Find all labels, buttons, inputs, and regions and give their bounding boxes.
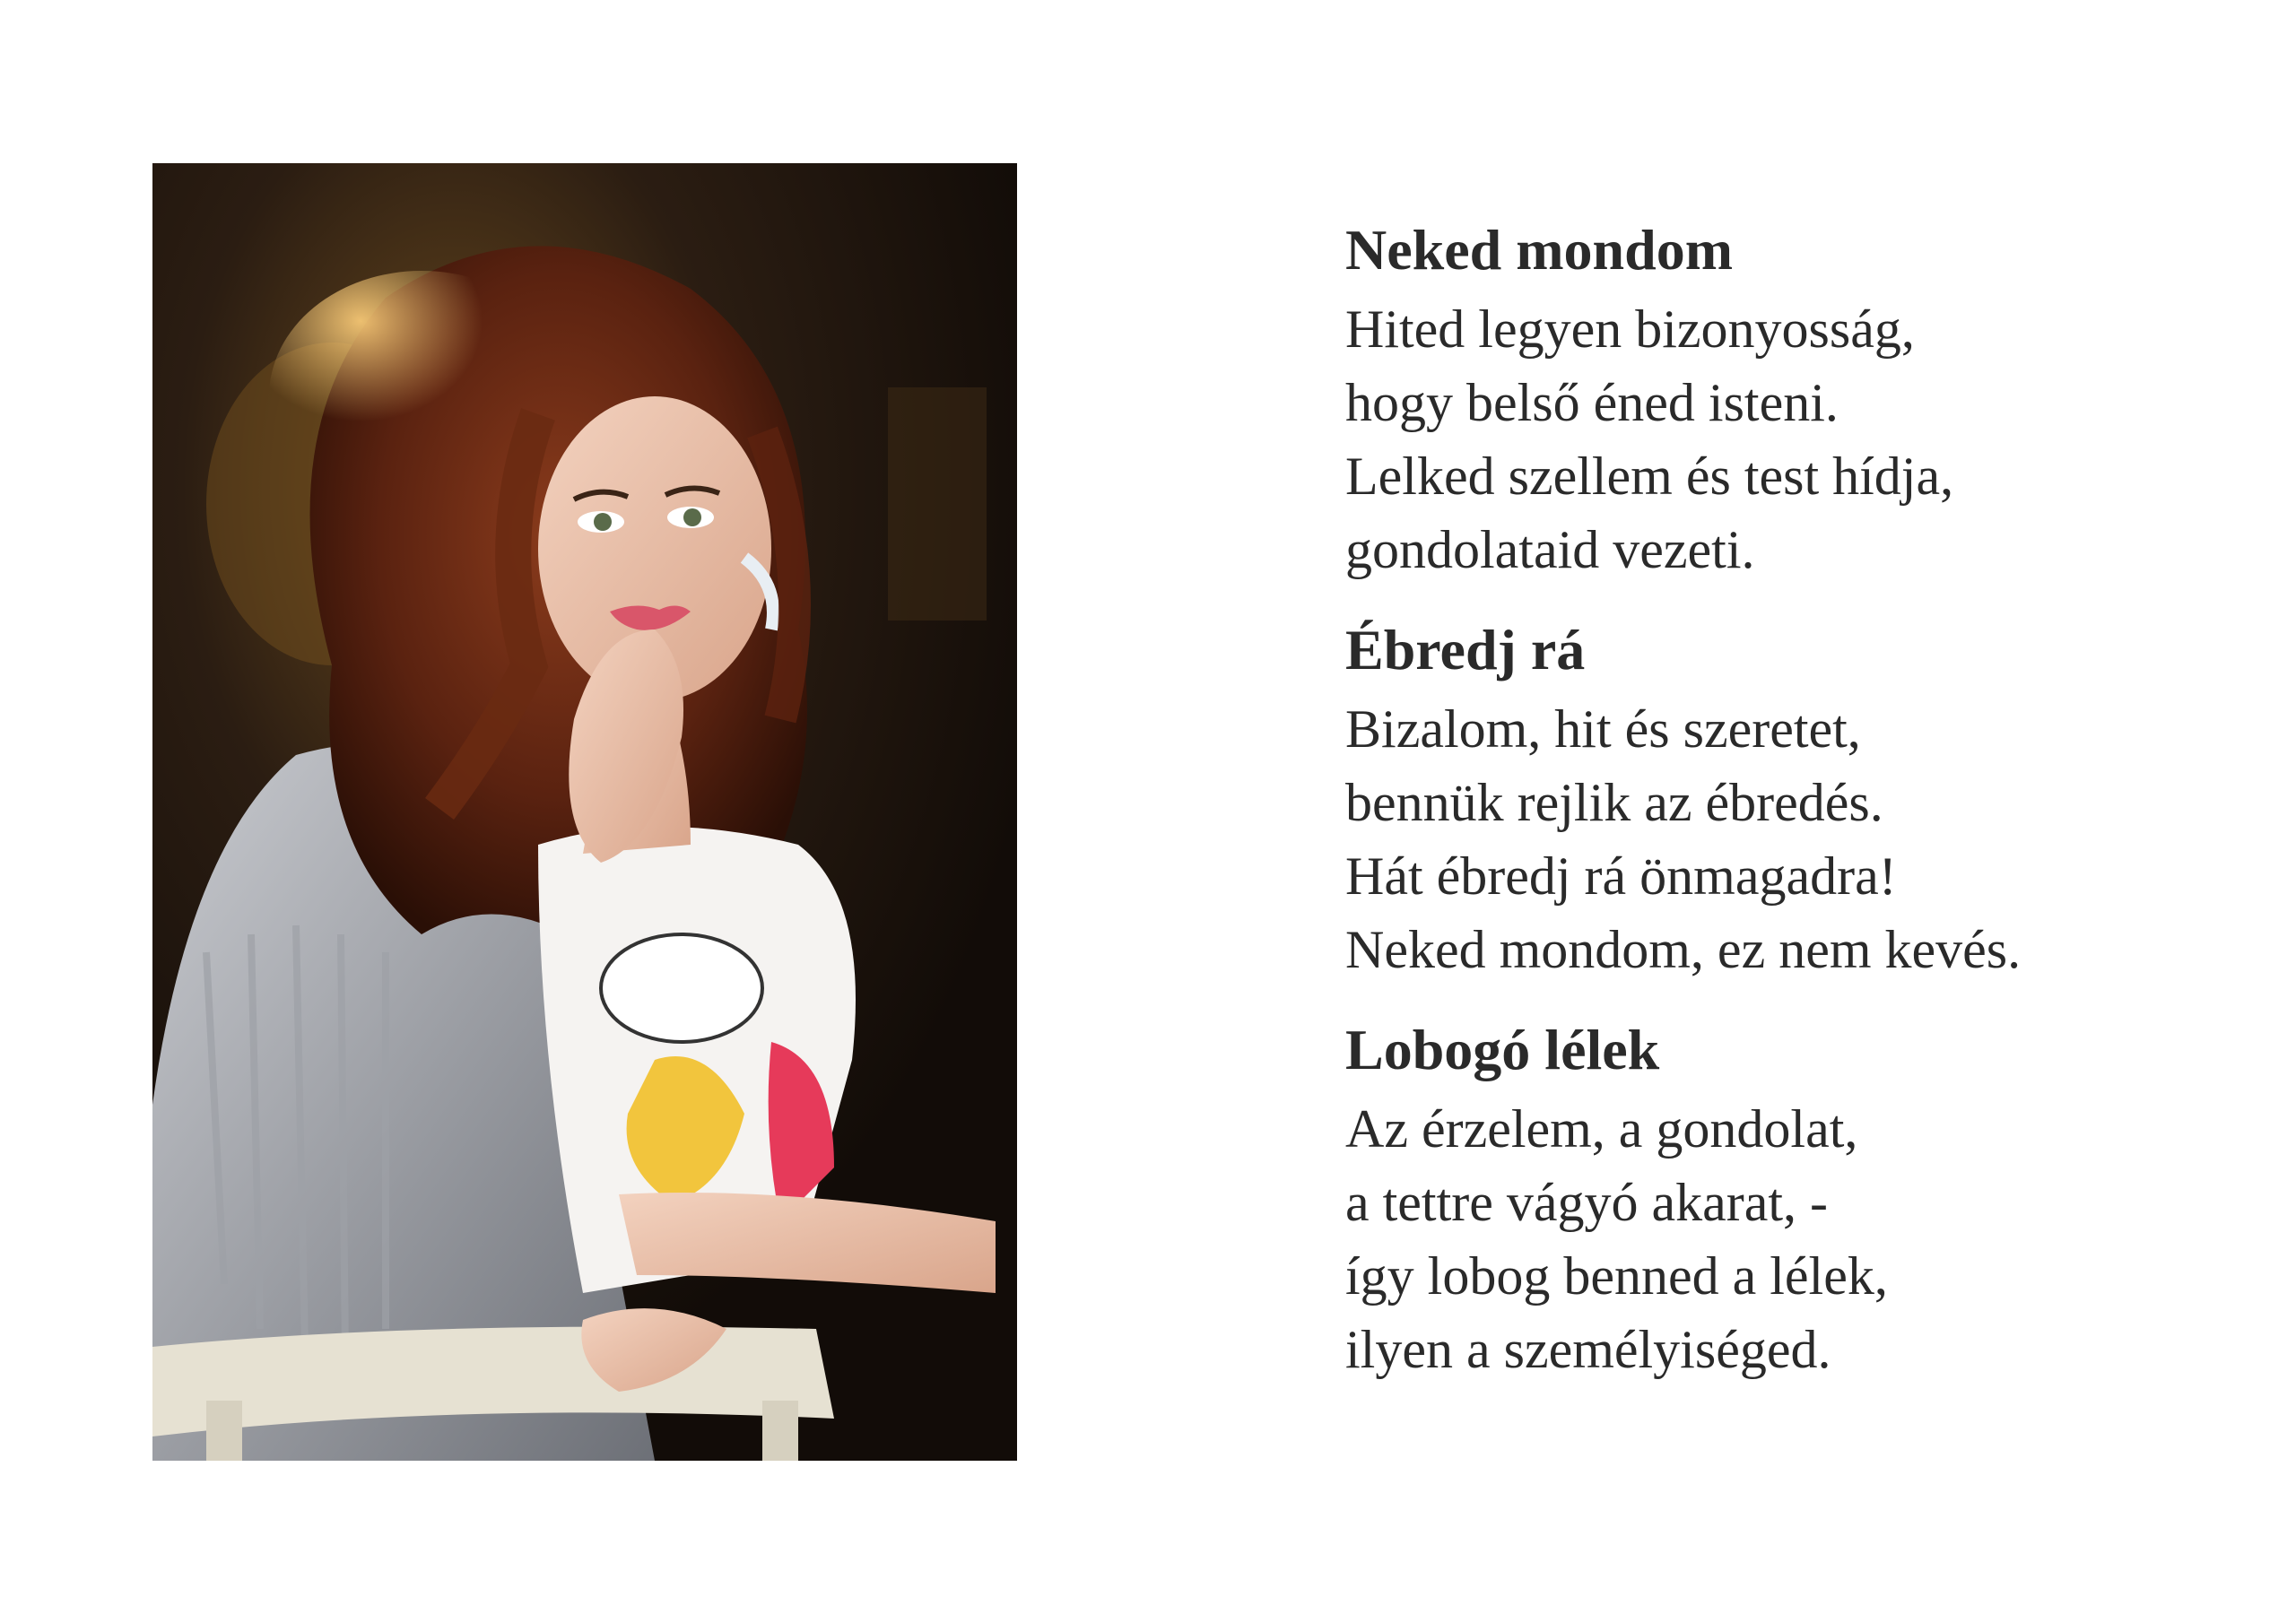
poem-ebredj-ra <box>1345 613 2242 986</box>
poem-line: hogy belső éned isteni. <box>1345 373 1839 432</box>
poem-lobogo-lelek <box>1345 1013 2242 1386</box>
portrait-photo <box>152 163 1017 1461</box>
poem-line: bennük rejlik az ébredés. <box>1345 773 1883 832</box>
poem-title: Ébredj rá <box>1345 618 1586 681</box>
poem-line: Lelked szellem és test hídja, <box>1345 447 1954 506</box>
poem-title: Lobogó lélek <box>1345 1018 1660 1081</box>
poem-line: így lobog benned a lélek, <box>1345 1246 1888 1306</box>
poems-column <box>1345 213 2242 1413</box>
poem-line: ilyen a személyiséged. <box>1345 1320 1831 1379</box>
poem-line: gondolataid vezeti. <box>1345 520 1755 579</box>
poem-line: Az érzelem, a gondolat, <box>1345 1099 1858 1159</box>
poem-line: Bizalom, hit és szeretet, <box>1345 699 1861 759</box>
poem-line: Hited legyen bizonyosság, <box>1345 299 1915 359</box>
poem-title: Neked mondom <box>1345 218 1734 282</box>
poem-line: a tettre vágyó akarat, - <box>1345 1173 1829 1232</box>
photo-illustration <box>152 163 1017 1461</box>
poem-line: Neked mondom, ez nem kevés. <box>1345 920 2022 979</box>
poem-neked-mondom <box>1345 213 2242 586</box>
poem-line: Hát ébredj rá önmagadra! <box>1345 846 1897 906</box>
